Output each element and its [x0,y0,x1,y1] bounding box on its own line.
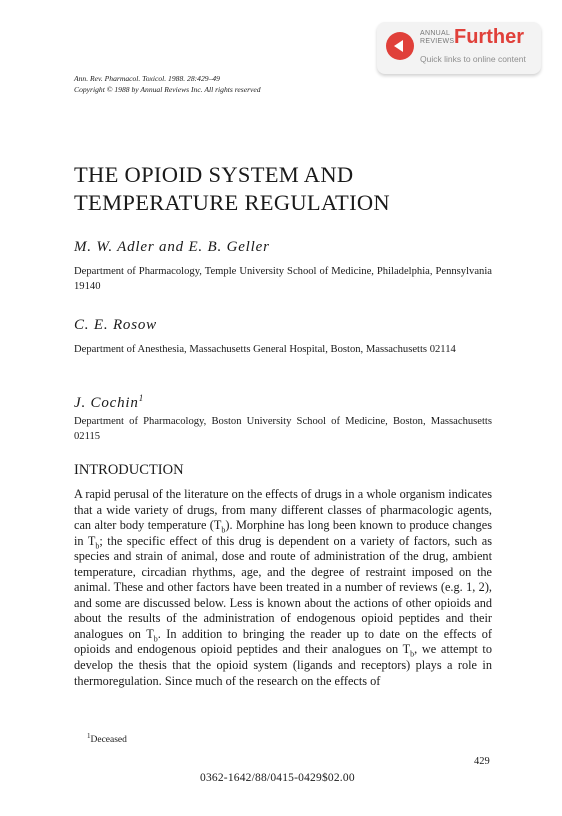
footnote-mark: 1 [87,732,91,740]
author-1 [74,238,270,256]
intro-text-3: ; the specific effect of this drug is dependent on a variety of factors, such as species and strain of animal, dose and route of administration of the drug, ambient temperature, circadian rhythms, age, and the degree of restraint imposed on the animal. These and other factors have been treated in a number of reviews (e.g. 1, 2), and some are discussed below. Less is known about the actions of other opioids and about the results of the administration of endogenous opioid peptides and their analogues on T [74,533,492,641]
page-number: 429 [474,756,490,767]
tb-subscript: b [153,634,158,644]
affiliation-1: Department of Pharmacology, Temple University School of Medicine, Philadelphia, Pennsylvania 19140 [74,266,492,292]
author-2 [74,316,157,334]
journal-header [74,74,261,95]
banner-subtitle: Quick links to online content [420,54,526,64]
footnote-text: Deceased [90,735,127,746]
price-code: 0362-1642/88/0415-0429$02.00 [200,772,355,784]
banner-line-reviews: REVIEWS [420,38,455,45]
annual-reviews-further-banner[interactable] [377,22,541,74]
title-line-2: TEMPERATURE REGULATION [74,190,390,215]
footnote [87,732,127,745]
intro-text-2: ). Morphine has long been known to produce changes in T [74,518,492,548]
title-line-1: THE OPIOID SYSTEM AND [74,162,354,187]
intro-text-5: , we attempt to develop the thesis that the opioid system (ligands and receptors) plays a role in thermoregulation. Since much of the research on the effects of [74,642,492,688]
arrow-left-icon [394,40,403,52]
intro-text-1: A rapid perusal of the literature on the effects of drugs in a whole organism indicates that a wide variety of drugs, from many different classes of pharmacologic agents, can alter body temperature (T [74,487,492,533]
author-3-footnote-mark: 1 [138,393,145,403]
affiliation-3: Department of Pharmacology, Boston University School of Medicine, Boston, Massachusetts 02115 [74,416,492,442]
journal-copyright: Copyright © 1988 by Annual Reviews Inc. All rights reserved [74,84,261,94]
article-title [74,161,390,217]
journal-citation: Ann. Rev. Pharmacol. Toxicol. 1988. 28:429–49 [74,74,220,83]
banner-line-annual: ANNUAL [420,30,451,37]
tb-subscript: b [221,525,226,535]
author-2-name: C. E. Rosow [74,317,157,333]
introduction-heading: INTRODUCTION [74,462,184,478]
intro-text-4: . In addition to bringing the reader up to date on the effects of opioids and endogenous opioid peptides and their analogues on T [74,626,492,657]
author-1-name: M. W. Adler and E. B. Geller [74,239,270,255]
author-3-name: J. Cochin [74,395,139,411]
affiliation-2: Department of Anesthesia, Massachusetts General Hospital, Boston, Massachusetts 02114 [74,344,456,355]
tb-subscript: b [95,541,100,551]
banner-brand-small [420,30,454,46]
back-arrow-icon [386,32,414,60]
tb-subscript: b [410,649,415,659]
banner-further-label: Further [454,26,524,48]
author-3 [74,389,144,412]
introduction-paragraph [74,487,492,689]
